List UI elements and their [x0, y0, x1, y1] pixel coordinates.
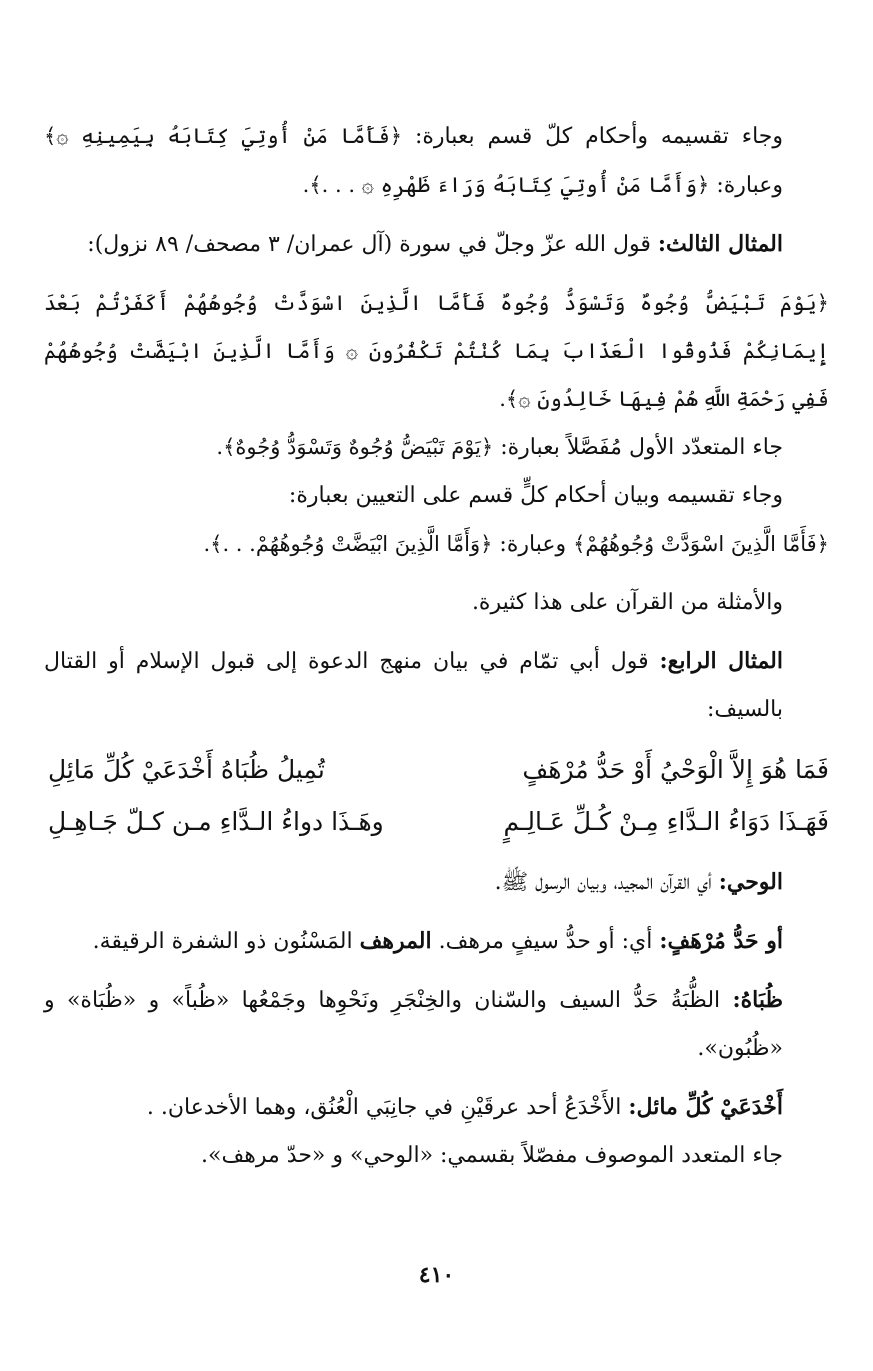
gloss-term: الوحي: — [718, 869, 783, 895]
quran-quote: ﴿يَوْمَ تَبْيَضُّ وُجُوهٌ وَتَسْوَدُّ وُجُوهٌ﴾. — [216, 435, 494, 459]
paragraph-text: والأمثلة من القرآن على هذا كثيرة. — [471, 590, 783, 615]
paragraph-text: جاء المتعدد الموصوف مفصّلاً بقسمي: «الوحي» و «حدّ مرهف». — [201, 1143, 783, 1168]
gloss-text: أي: أو حدُّ سيفٍ مرهف. — [438, 929, 653, 954]
gloss-wahy — [44, 858, 829, 907]
paragraph-first-item — [44, 423, 829, 472]
quran-verse: ﴿يَوْمَ تَبْيَضُّ وُجُوهٌ وَتَسْوَدُّ وُجُوهٌ فَأَمَّا الَّذِينَ اسْوَدَّتْ وُجُوهُهُمْ أَكَفَرْتُمْ بَعْدَ إِيمَانِكُمْ فَذُوقُوا الْعَذَابَ بِمَا كُنْتُمْ تَكْفُرُونَ ۞ وَأَمَّا الَّذِينَ ابْيَضَّتْ وُجُوهُهُمْ فَفِي رَحْمَةِ اللَّهِ هُمْ فِيهَا خَالِدُونَ ۞﴾. — [44, 291, 829, 411]
quran-quote: ﴿فَأَمَّا الَّذِينَ اسْوَدَّتْ وُجُوهُهُمْ﴾ — [573, 532, 829, 556]
quran-verse-block — [44, 279, 829, 423]
example-heading: المثال الرابع: — [659, 648, 783, 674]
paragraph-text: جاء المتعدّد الأول مُفَصَّلاً بعبارة: — [500, 435, 783, 460]
paragraph-example2-division — [44, 112, 829, 210]
quran-quote: ﴿وَأَمَّا مَنْ أُوتِيَ كِتَابَهُ وَرَاءَ ظَهْرِهِ ۞ . . .﴾. — [302, 173, 710, 197]
hemistich-right: فَهَـذَا دَوَاءُ الـدَّاءِ مِـنْ كُـلِّ عَـالِـمٍ — [503, 807, 829, 836]
paragraph-text: قول أبي تمّام في بيان منهج الدعوة إلى قبول الإسلام أو القتال بالسيف: — [44, 649, 783, 722]
gloss-term: المرهف — [359, 928, 432, 954]
quran-quote: ﴿فَأَمَّا مَنْ أُوتِيَ كِتَابَهُ بِيَمِينِهِ ۞﴾ — [44, 124, 403, 148]
poem-verse-1 — [44, 744, 829, 796]
paragraph-many-examples — [44, 579, 829, 627]
hemistich-left: تُمِيلُ ظُبَاهُ أَخْدَعَيْ كُلِّ مَائِلِ — [48, 755, 325, 784]
gloss-akhdaayn — [44, 1083, 829, 1132]
page-number: ٤١٠ — [418, 1262, 455, 1288]
gloss-text: الأَخْدَعُ أحد عرقَيْنِ في جانِبَي الْعُنُق، وهما الأخدعان. . — [146, 1095, 622, 1120]
gloss-text: الظُّبَةُ حَدُّ السيف والسّنان والخِنْجَرِ ونَحْوِها وجَمْعُها «ظُباً» و «ظُبَاة» و «ظُبُون». — [44, 988, 783, 1061]
gloss-murhaf — [44, 917, 829, 966]
hemistich-left: وهَـذَا دواءُ الـدَّاءِ مـن كـلّ جَـاهِـلِ — [48, 807, 384, 836]
paragraph-conclusion — [44, 1132, 829, 1180]
hemistich-right: فَمَا هُوَ إِلاَّ الْوَحْيُ أَوْ حَدُّ مُرْهَفٍ — [522, 755, 829, 784]
example-heading: المثال الثالث: — [657, 231, 783, 257]
gloss-text: أي القرآن المجيد، وبيان الرسول ﷺ. — [494, 870, 712, 895]
paragraph-division-quotes — [44, 520, 829, 569]
gloss-text: المَسْنُون ذو الشفرة الرقيقة. — [92, 929, 353, 954]
gloss-zubah — [44, 976, 829, 1073]
paragraph-text: وعبارة: — [716, 173, 783, 198]
gloss-term: أو حَدُّ مُرْهَفٍ: — [659, 928, 783, 954]
poem-verse-2 — [44, 796, 829, 848]
paragraph-text: قول الله عزّ وجلّ في سورة (آل عمران/ ٣ مصحف/ ٨٩ نزول): — [87, 232, 651, 257]
paragraph-text: وعبارة: — [499, 532, 567, 557]
paragraph-text: وجاء تقسيمه وبيان أحكام كلٍّ قسم على التعيين بعبارة: — [288, 483, 783, 508]
paragraph-example3 — [44, 220, 829, 269]
paragraph-example4 — [44, 637, 829, 734]
gloss-term: ظُبَاهُ: — [732, 987, 783, 1013]
gloss-term: أَخْدَعَيْ كُلِّ مائل: — [628, 1094, 783, 1120]
paragraph-division — [44, 472, 829, 520]
paragraph-text: وجاء تقسيمه وأحكام كلّ قسم بعبارة: — [414, 124, 783, 149]
quran-quote: ﴿وَأَمَّا الَّذِينَ ابْيَضَّتْ وُجُوهُهُمْ. . .﴾. — [203, 532, 493, 556]
